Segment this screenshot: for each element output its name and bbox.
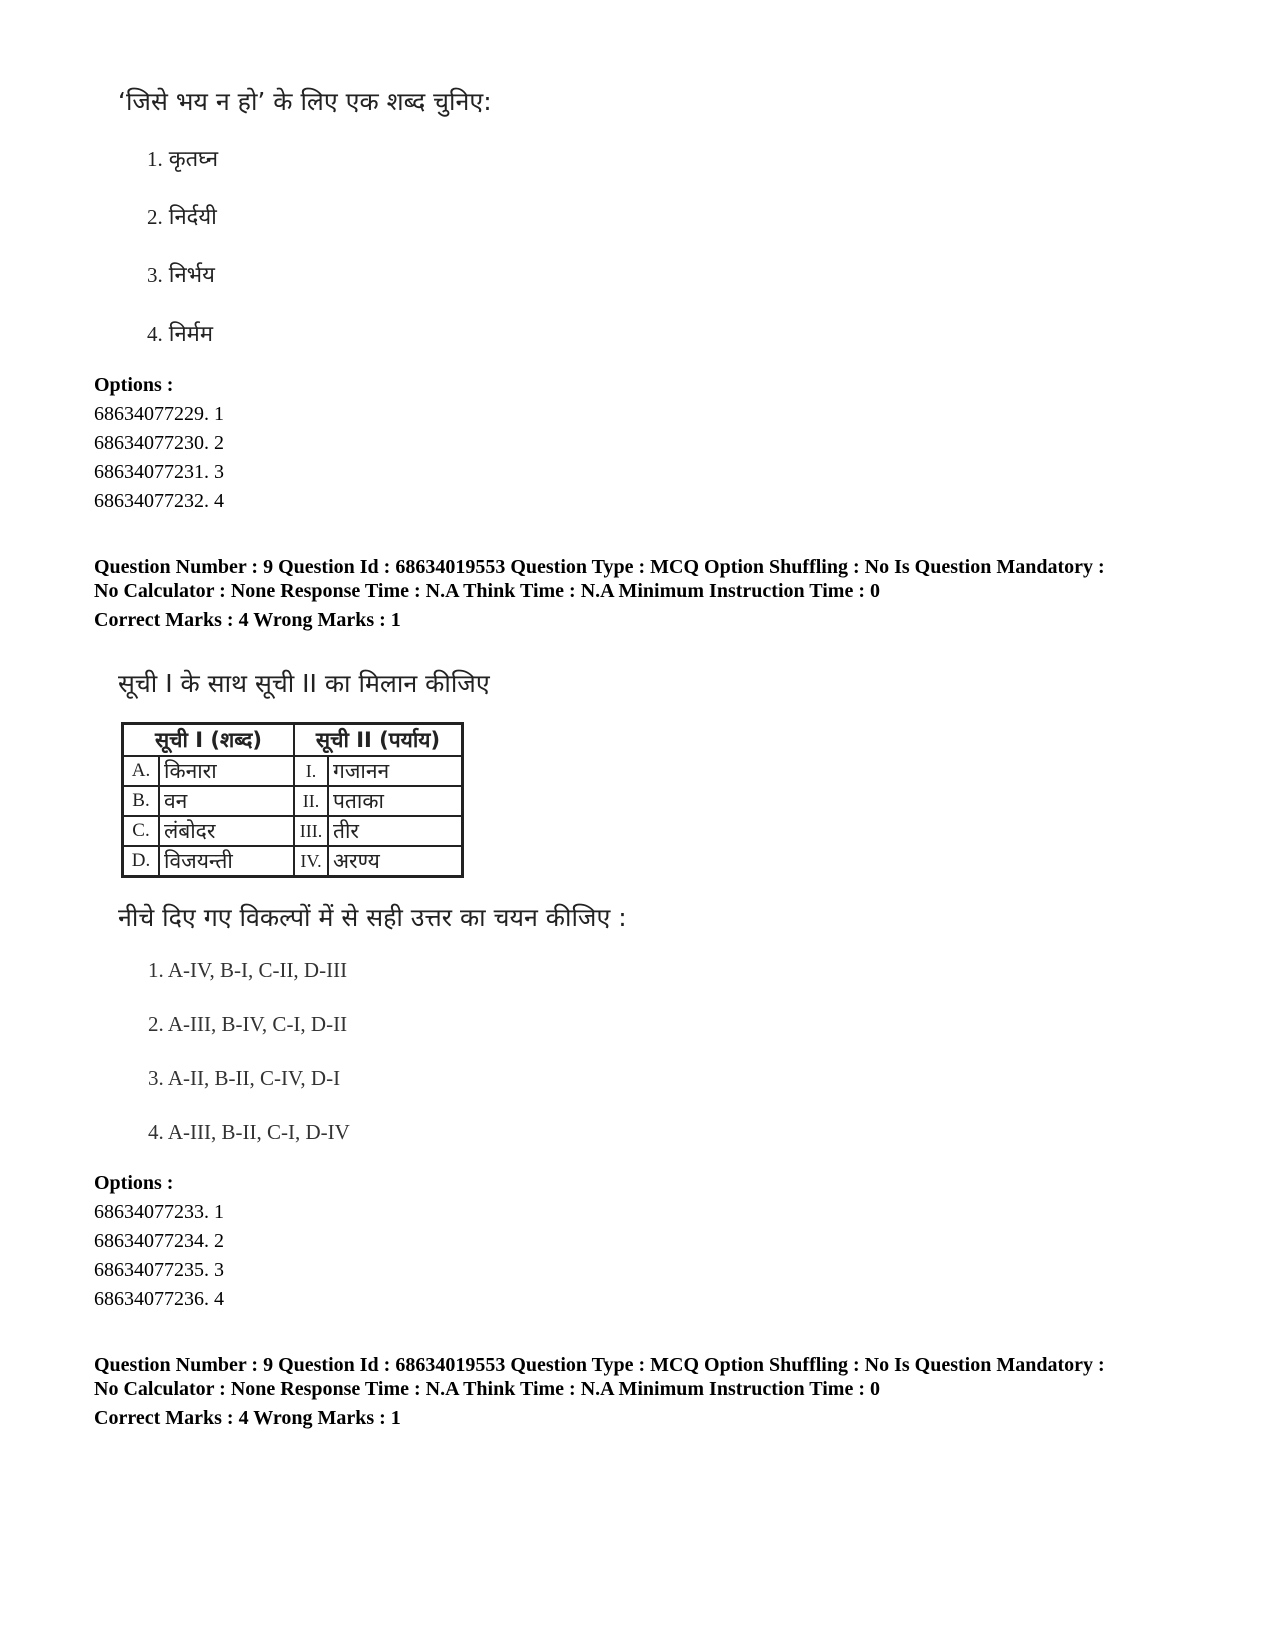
list-1-key: B.	[123, 786, 160, 816]
list-2-key: II.	[294, 786, 328, 816]
list-2-heading: सूची II (पर्याय)	[294, 724, 463, 757]
choice-number: 3.	[147, 263, 163, 287]
question-meta-line-1: Question Number : 9 Question Id : 68634019553 Question Type : MCQ Option Shuffling : No Is Question Mandatory :	[94, 1354, 1105, 1376]
list-2-key: I.	[294, 756, 328, 786]
question-marks: Correct Marks : 4 Wrong Marks : 1	[94, 609, 401, 631]
choice-text: निर्दयी	[168, 205, 217, 230]
list-1-key: C.	[123, 816, 160, 846]
choice-text: निर्भय	[168, 263, 215, 288]
question-meta-line-2: No Calculator : None Response Time : N.A Think Time : N.A Minimum Instruction Time : 0	[94, 580, 880, 602]
answer-choice-4	[147, 318, 213, 348]
option-id: 68634077229. 1	[94, 403, 224, 425]
question-meta-line-2: No Calculator : None Response Time : N.A Think Time : N.A Minimum Instruction Time : 0	[94, 1378, 880, 1400]
options-heading: Options :	[94, 1172, 174, 1194]
list-1-heading: सूची I (शब्द)	[123, 724, 295, 757]
option-id: 68634077236. 4	[94, 1288, 224, 1310]
option-id: 68634077232. 4	[94, 490, 224, 512]
question-instruction: नीचे दिए गए विकल्पों में से सही उत्तर का चयन कीजिए :	[118, 903, 627, 932]
answer-choice-3	[147, 259, 215, 289]
list-1-value: किनारा	[159, 756, 294, 786]
option-id: 68634077233. 1	[94, 1201, 224, 1223]
question-text: ‘जिसे भय न हो’ के लिए एक शब्द चुनिए:	[118, 87, 492, 116]
answer-choice-4: 4. A-III, B-II, C-I, D-IV	[148, 1120, 350, 1144]
table-row	[123, 816, 463, 846]
choice-text: कृतघ्न	[168, 147, 219, 172]
question-marks: Correct Marks : 4 Wrong Marks : 1	[94, 1407, 401, 1429]
question-text: सूची I के साथ सूची II का मिलान कीजिए	[118, 669, 490, 698]
answer-choice-2	[147, 201, 217, 231]
list-1-value: लंबोदर	[159, 816, 294, 846]
choice-number: 2.	[147, 205, 163, 229]
option-id: 68634077234. 2	[94, 1230, 224, 1252]
option-id: 68634077231. 3	[94, 461, 224, 483]
list-2-key: IV.	[294, 846, 328, 877]
options-heading: Options :	[94, 374, 174, 396]
list-1-key: A.	[123, 756, 160, 786]
option-id: 68634077235. 3	[94, 1259, 224, 1281]
list-2-value: पताका	[328, 786, 463, 816]
list-2-value: अरण्य	[328, 846, 463, 877]
list-1-value: वन	[159, 786, 294, 816]
list-2-value: गजानन	[328, 756, 463, 786]
table-row	[123, 786, 463, 816]
choice-text: निर्मम	[168, 322, 213, 347]
list-1-key: D.	[123, 846, 160, 877]
option-id: 68634077230. 2	[94, 432, 224, 454]
answer-choice-1	[147, 143, 218, 173]
choice-number: 1.	[147, 147, 163, 171]
match-table	[121, 722, 464, 878]
table-row	[123, 756, 463, 786]
list-2-value: तीर	[328, 816, 463, 846]
list-2-key: III.	[294, 816, 328, 846]
answer-choice-1: 1. A-IV, B-I, C-II, D-III	[148, 958, 348, 982]
question-meta-line-1: Question Number : 9 Question Id : 68634019553 Question Type : MCQ Option Shuffling : No Is Question Mandatory :	[94, 556, 1105, 578]
answer-choice-2: 2. A-III, B-IV, C-I, D-II	[148, 1012, 348, 1036]
choice-number: 4.	[147, 322, 163, 346]
match-table-header	[123, 724, 463, 757]
list-1-value: विजयन्ती	[159, 846, 294, 877]
table-row	[123, 846, 463, 877]
answer-choice-3: 3. A-II, B-II, C-IV, D-I	[148, 1066, 341, 1090]
